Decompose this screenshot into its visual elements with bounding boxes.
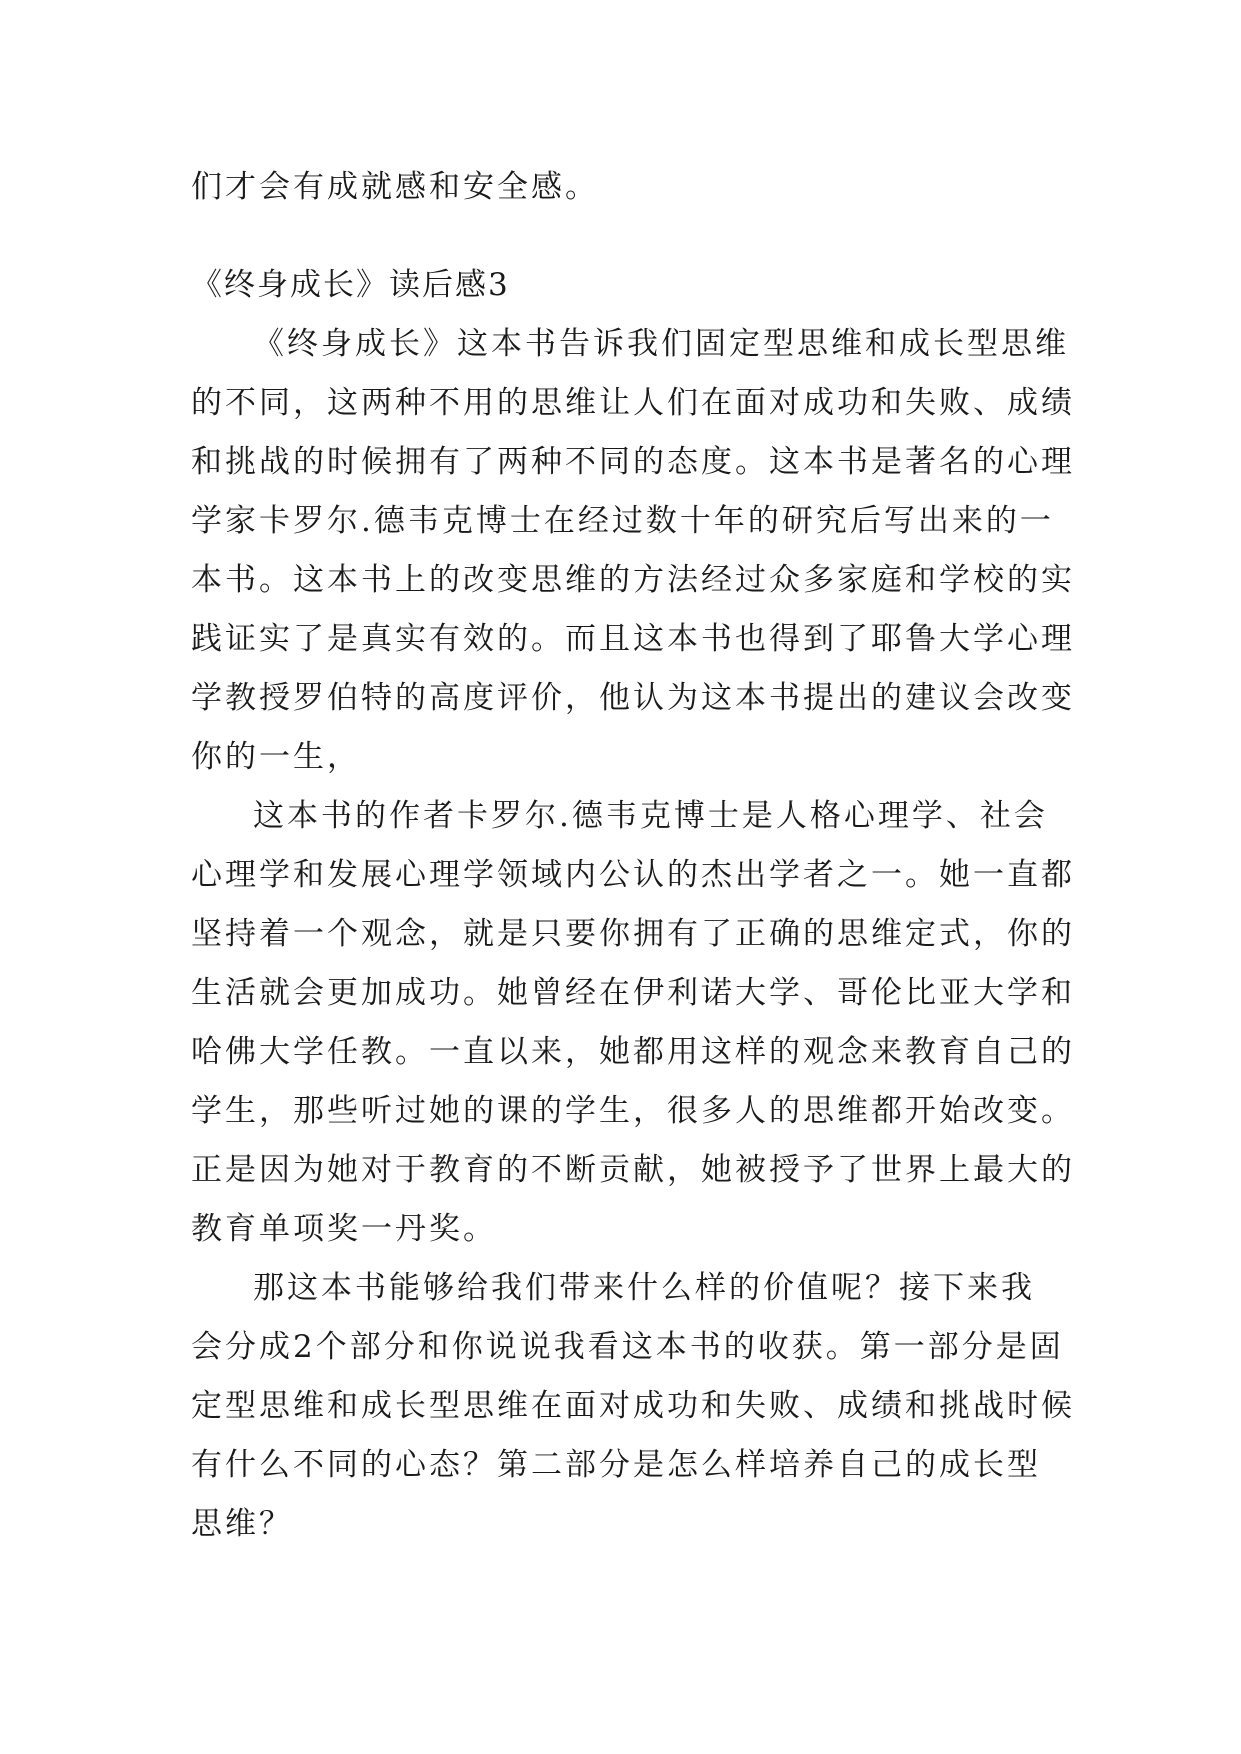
paragraph-line: 心理学和发展心理学领域内公认的杰出学者之一。她一直都 [191,857,1075,893]
text-column [191,158,1075,1554]
paragraph-line: 学生，那些听过她的课的学生，很多人的思维都开始改变。 [191,1093,1075,1129]
paragraph-line: 那这本书能够给我们带来什么样的价值呢？接下来我 [253,1270,1035,1306]
paragraph-line: 学教授罗伯特的高度评价，他认为这本书提出的建议会改变 [191,680,1075,716]
paragraph-line: 有什么不同的心态？第二部分是怎么样培养自己的成长型 [191,1447,1041,1483]
paragraph-line: 你的一生， [191,739,361,775]
paragraph-line: 会分成2个部分和你说说我看这本书的收获。第一部分是固 [191,1329,1064,1365]
paragraph-line: 生活就会更加成功。她曾经在伊利诺大学、哥伦比亚大学和 [191,975,1075,1011]
paragraph-3 [191,1259,1075,1554]
paragraph-line: 坚持着一个观念，就是只要你拥有了正确的思维定式，你的 [191,916,1075,952]
paragraph-line: 践证实了是真实有效的。而且这本书也得到了耶鲁大学心理 [191,621,1075,657]
paragraph-line: 的不同，这两种不用的思维让人们在面对成功和失败、成绩 [191,385,1075,421]
paragraph-line: 正是因为她对于教育的不断贡献，她被授予了世界上最大的 [191,1152,1075,1188]
paragraph-line: 和挑战的时候拥有了两种不同的态度。这本书是著名的心理 [191,444,1075,480]
paragraph-line: 本书。这本书上的改变思维的方法经过众多家庭和学校的实 [191,562,1075,598]
paragraph-2 [191,787,1075,1259]
paragraph-line: 这本书的作者卡罗尔.德韦克博士是人格心理学、社会 [253,798,1048,834]
continuation-line: 们才会有成就感和安全感。 [191,169,599,205]
section-heading: 《终身成长》读后感3 [191,267,510,303]
paragraph-line: 教育单项奖一丹奖。 [191,1211,497,1247]
paragraph-line: 定型思维和成长型思维在面对成功和失败、成绩和挑战时候 [191,1388,1075,1424]
paragraph-1 [191,315,1075,787]
paragraph-line: 学家卡罗尔.德韦克博士在经过数十年的研究后写出来的一 [191,503,1054,539]
paragraph-line: 哈佛大学任教。一直以来，她都用这样的观念来教育自己的 [191,1034,1075,1070]
paragraph-line: 《终身成长》这本书告诉我们固定型思维和成长型思维 [253,326,1069,362]
paragraph-line: 思维？ [191,1506,293,1542]
